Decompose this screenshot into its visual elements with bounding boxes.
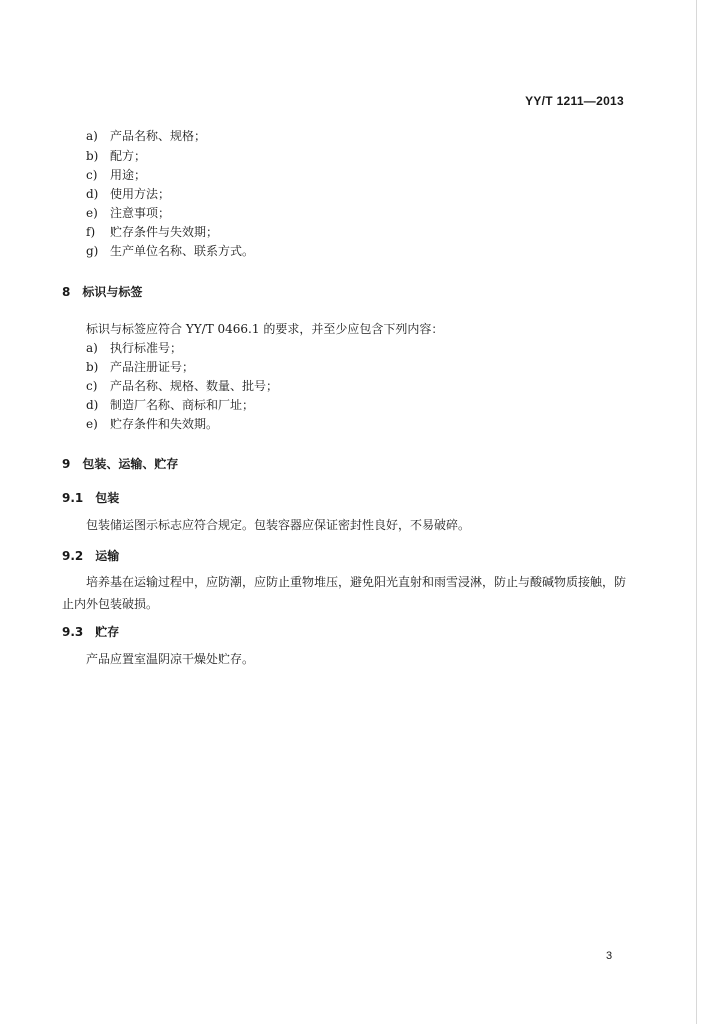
document-code: YY/T 1211—2013	[525, 94, 624, 108]
page-number: 3	[606, 950, 613, 962]
list-item: a) 产品名称、规格；	[86, 129, 207, 143]
list-item: e) 贮存条件和失效期。	[86, 417, 219, 431]
list-item: e) 注意事项；	[86, 206, 171, 220]
list-item: b) 产品注册证号；	[86, 360, 195, 374]
section-9-1-heading: 9.1 包装	[62, 491, 120, 505]
section-8-heading: 8 标识与标签	[62, 285, 143, 299]
section-9-heading: 9 包装、运输、贮存	[62, 457, 179, 471]
list-item: f) 贮存条件与失效期；	[86, 225, 219, 239]
list-item: d) 制造厂名称、商标和厂址；	[86, 398, 255, 412]
page-edge-divider	[696, 0, 697, 1024]
section-9-1-text: 包装储运图示标志应符合规定。包装容器应保证密封性良好，不易破碎。	[86, 518, 471, 532]
section-8-intro: 标识与标签应符合 YY/T 0466.1 的要求，并至少应包含下列内容：	[86, 322, 444, 336]
section-9-3-heading: 9.3 贮存	[62, 625, 120, 639]
list-item: c) 产品名称、规格、数量、批号；	[86, 379, 279, 393]
list-item: c) 用途；	[86, 168, 147, 182]
list-item: b) 配方；	[86, 149, 147, 163]
section-9-2-heading: 9.2 运输	[62, 549, 120, 563]
section-9-2-text: 培养基在运输过程中，应防潮，应防止重物堆压，避免阳光直射和雨雪浸淋，防止与酸碱物质接触，防止内外包装破损。	[62, 575, 627, 611]
section-9-3-text: 产品应置室温阴凉干燥处贮存。	[86, 652, 255, 666]
list-item: d) 使用方法；	[86, 187, 171, 201]
list-item: a) 执行标准号；	[86, 341, 183, 355]
list-item: g) 生产单位名称、联系方式。	[86, 244, 255, 258]
